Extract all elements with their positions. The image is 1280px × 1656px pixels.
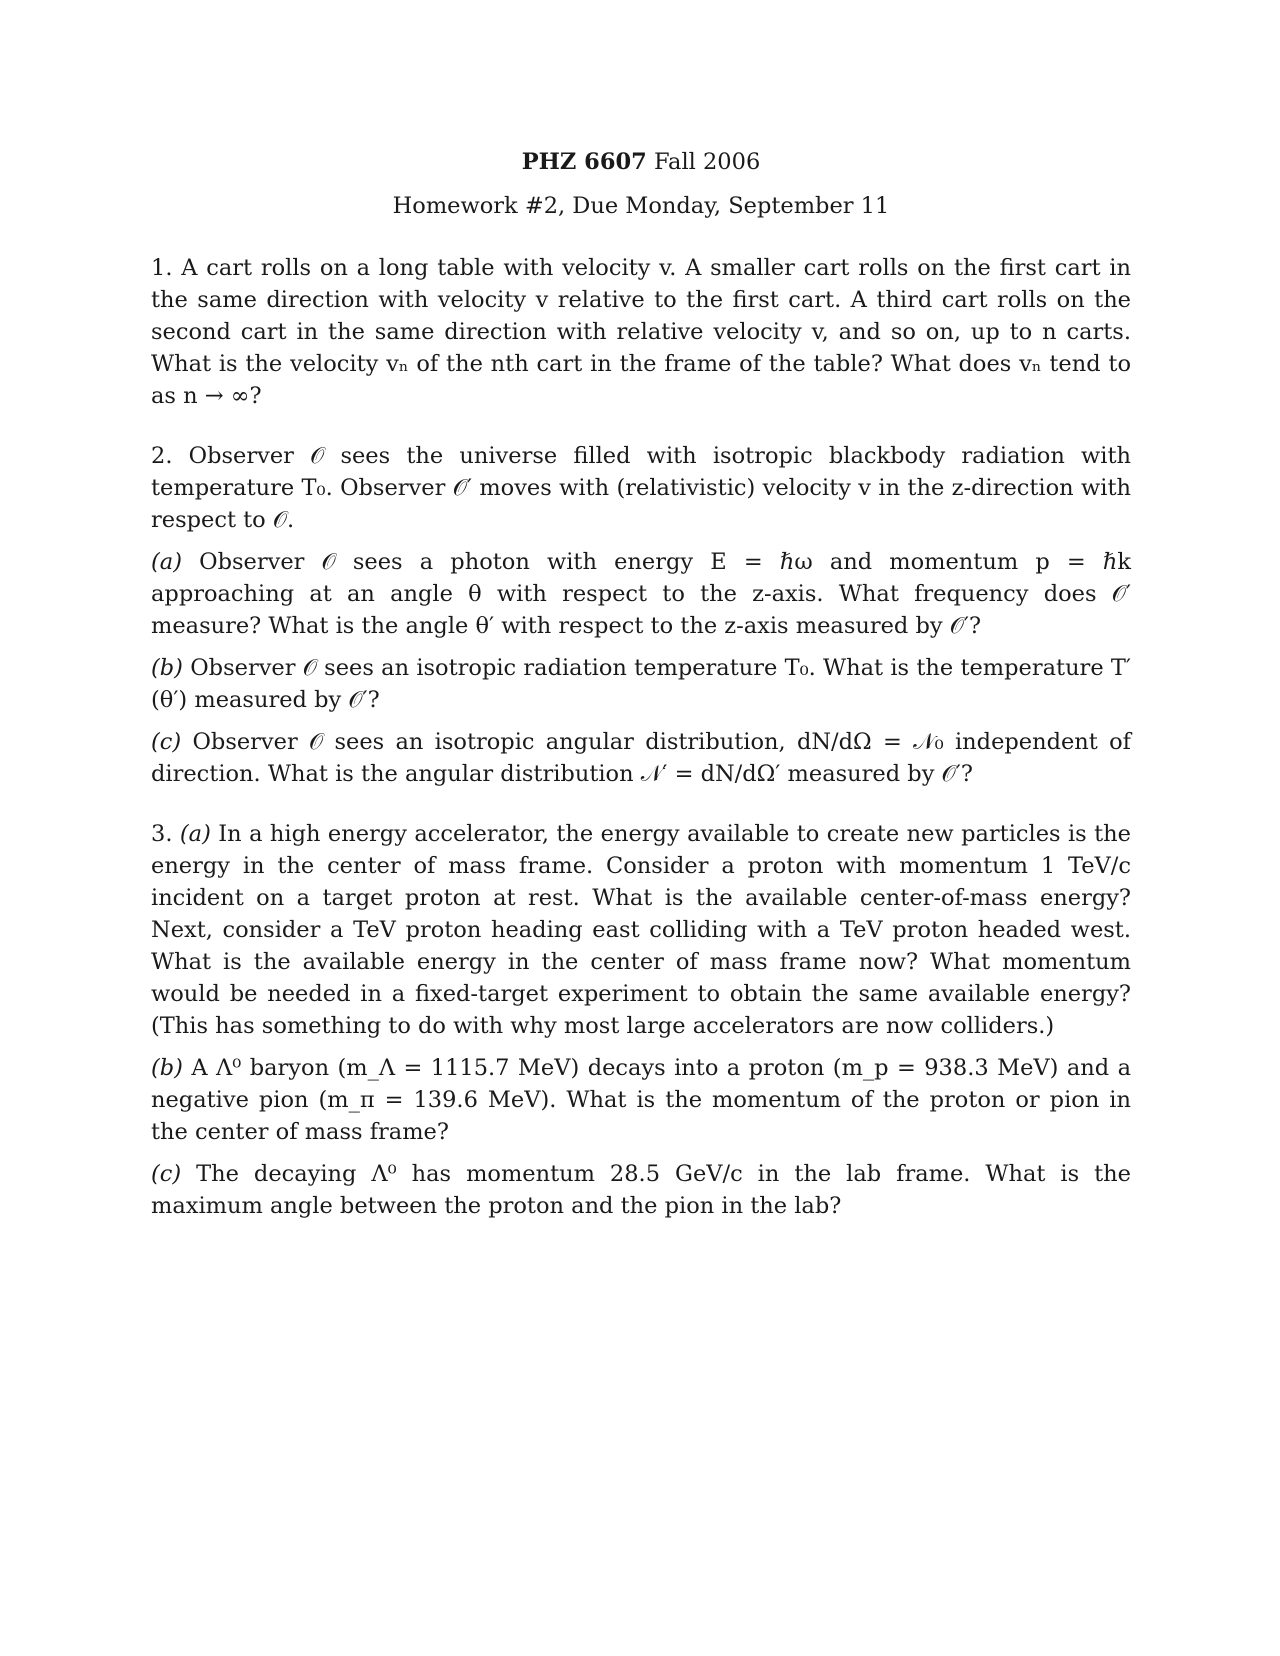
part-body: A Λ⁰ baryon (m_Λ = 1115.7 MeV) decays into a proton (m_p = 938.3 MeV) and a negative pion (m_π = 139.6 MeV). What is the momentum of the proton or pion in the center of mass frame? <box>151 1055 1131 1145</box>
part-label: (a) <box>179 821 211 847</box>
part-label: (b) <box>151 655 183 681</box>
problem-3-part-a <box>151 818 1131 1042</box>
problem-1-text <box>151 252 1131 412</box>
document-title <box>151 146 1131 178</box>
problem-2-text <box>151 440 1131 536</box>
problem-2-body: Observer 𝒪 sees the universe filled with isotropic blackbody radiation with temperature T₀. Observer 𝒪′ moves with (relativistic) velocity v in the z-direction with respect to 𝒪. <box>151 443 1131 533</box>
part-body: Observer 𝒪 sees a photon with energy E = ℏω and momentum p = ℏk approaching at an angle θ with respect to the z-axis. What frequency does 𝒪′ measure? What is the angle θ′ with respect to the z-axis measured by 𝒪′? <box>151 549 1131 639</box>
part-body: Observer 𝒪 sees an isotropic radiation temperature T₀. What is the temperature T′(θ′) measured by 𝒪′? <box>151 655 1132 713</box>
problem-1-body: A cart rolls on a long table with velocity v. A smaller cart rolls on the first cart in the same direction with velocity v relative to the first cart. A third cart rolls on the second cart in the same direction with relative velocity v, and so on, up to n carts. What is the velocity vₙ of the nth cart in the frame of the table? What does vₙ tend to as n → ∞? <box>151 255 1131 409</box>
problem-2-part-b <box>151 652 1131 716</box>
course-term: Fall 2006 <box>653 149 761 175</box>
problem-2-part-a <box>151 546 1131 642</box>
part-body: In a high energy accelerator, the energy available to create new particles is the energy in the center of mass frame. Consider a proton with momentum 1 TeV/c incident on a target proton at rest. What is the available center-of-mass energy? Next, consider a TeV proton heading east colliding with a TeV proton headed west. What is the available energy in the center of mass frame now? What momentum would be needed in a fixed-target experiment to obtain the same available energy? (This has something to do with why most large accelerators are now colliders.) <box>151 821 1131 1039</box>
problem-3-part-c <box>151 1158 1131 1222</box>
part-label: (a) <box>151 549 182 575</box>
problem-3 <box>151 818 1131 1222</box>
part-body: Observer 𝒪 sees an isotropic angular distribution, dN/dΩ = 𝒩₀ independent of direction. What is the angular distribution 𝒩′ = dN/dΩ′ measured by 𝒪′? <box>151 729 1131 787</box>
problem-3-part-b <box>151 1052 1131 1148</box>
part-label: (c) <box>151 729 182 755</box>
part-body: The decaying Λ⁰ has momentum 28.5 GeV/c in the lab frame. What is the maximum angle between the proton and the pion in the lab? <box>151 1161 1131 1219</box>
part-label: (b) <box>151 1055 183 1081</box>
problem-2-part-c <box>151 726 1131 790</box>
problem-3-number: 3. <box>151 821 173 847</box>
problem-1 <box>151 252 1131 412</box>
part-label: (c) <box>151 1161 182 1187</box>
document-subtitle: Homework #2, Due Monday, September 11 <box>392 193 890 219</box>
problem-2-number: 2. <box>151 443 173 469</box>
homework-page <box>151 146 1131 1250</box>
course-code: PHZ 6607 <box>521 149 647 175</box>
problem-1-number: 1. <box>151 255 173 281</box>
problem-2 <box>151 440 1131 790</box>
